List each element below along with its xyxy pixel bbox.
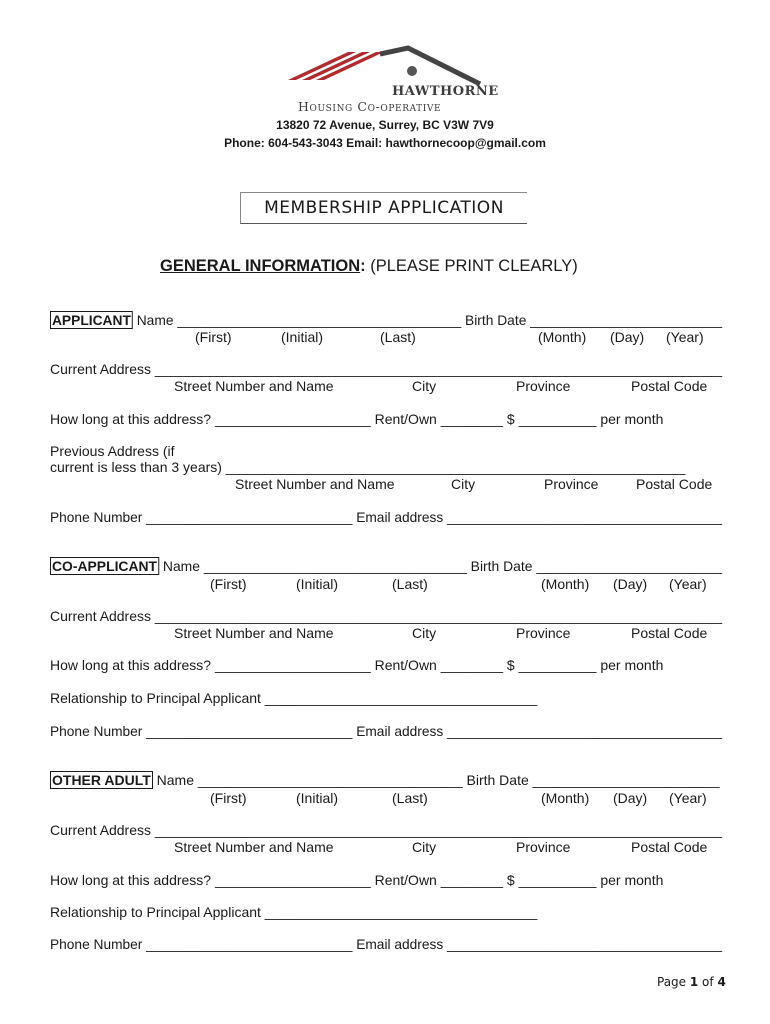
- applicant-howlong-field[interactable]: How long at this address? ____________________ Rent/Own ________ $ __________ per month: [50, 411, 664, 427]
- otheradult-city-hint: City: [412, 839, 437, 855]
- applicant-first-hint: (First): [195, 329, 232, 345]
- roof-window-icon: [407, 66, 417, 76]
- applicant-postal-hint: Postal Code: [631, 378, 708, 394]
- coapplicant-first-hint: (First): [210, 576, 247, 592]
- applicant-previous-address-label: Previous Address (if: [50, 443, 175, 459]
- coapplicant-howlong-field[interactable]: How long at this address? ____________________ Rent/Own ________ $ __________ per month: [50, 657, 664, 673]
- otheradult-street-hint: Street Number and Name: [174, 839, 334, 855]
- applicant-previous-address-field[interactable]: current is less than 3 years) ___________________________________________________________: [50, 459, 686, 475]
- page-of: of: [698, 975, 718, 989]
- page-current: 1: [689, 975, 699, 989]
- applicant-initial-hint: (Initial): [281, 329, 324, 345]
- coapplicant-relationship-field[interactable]: Relationship to Principal Applicant ___________________________________: [50, 690, 538, 706]
- otheradult-day-hint: (Day): [613, 790, 648, 806]
- applicant-prev-city-hint: City: [451, 476, 476, 492]
- otheradult-last-hint: (Last): [392, 790, 428, 806]
- coapplicant-year-hint: (Year): [669, 576, 707, 592]
- otheradult-name-row[interactable]: [50, 772, 720, 788]
- page-prefix: Page: [657, 975, 690, 989]
- applicant-prev-postal-hint: Postal Code: [636, 476, 713, 492]
- coapplicant-city-hint: City: [412, 625, 437, 641]
- coapplicant-name-field[interactable]: Name __________________________________ Birth Date ________________________: [159, 558, 722, 574]
- general-information-label: GENERAL INFORMATION: [160, 257, 361, 275]
- applicant-city-hint: City: [412, 378, 437, 394]
- coapplicant-month-hint: (Month): [541, 576, 590, 592]
- applicant-name-row[interactable]: [50, 312, 722, 328]
- org-contact: Phone: 604-543-3043 Email: hawthornecoop@gmail.com: [224, 136, 546, 150]
- applicant-prev-street-hint: Street Number and Name: [235, 476, 395, 492]
- applicant-street-hint: Street Number and Name: [174, 378, 334, 394]
- coapplicant-initial-hint: (Initial): [296, 576, 339, 592]
- org-address: 13820 72 Avenue, Surrey, BC V3W 7V9: [276, 118, 494, 132]
- applicant-address-field[interactable]: Current Address _________________________________________________________________________: [50, 361, 722, 377]
- coapplicant-label: CO-APPLICANT: [51, 558, 158, 574]
- otheradult-initial-hint: (Initial): [296, 790, 339, 806]
- logo-name: HAWTHORNE: [392, 84, 499, 99]
- page-total: 4: [717, 975, 726, 989]
- otheradult-name-field[interactable]: Name __________________________________ Birth Date ________________________: [152, 772, 720, 788]
- applicant-year-hint: (Year): [666, 329, 704, 345]
- applicant-name-field[interactable]: Name _____________________________________ Birth Date _________________________: [132, 312, 722, 328]
- roof-outline-icon: [380, 48, 480, 84]
- coapplicant-postal-hint: Postal Code: [631, 625, 708, 641]
- otheradult-address-field[interactable]: Current Address _________________________________________________________________________: [50, 822, 722, 838]
- general-information-heading: [160, 257, 578, 276]
- coapplicant-last-hint: (Last): [392, 576, 428, 592]
- otheradult-first-hint: (First): [210, 790, 247, 806]
- otheradult-postal-hint: Postal Code: [631, 839, 708, 855]
- applicant-label: APPLICANT: [51, 312, 131, 328]
- coapplicant-phone-email-field[interactable]: Phone Number ___________________________ Email address ____________________________________: [50, 723, 722, 739]
- applicant-day-hint: (Day): [610, 329, 645, 345]
- applicant-province-hint: Province: [516, 378, 571, 394]
- otheradult-howlong-field[interactable]: How long at this address? ____________________ Rent/Own ________ $ __________ per month: [50, 872, 664, 888]
- coapplicant-street-hint: Street Number and Name: [174, 625, 334, 641]
- general-colon: :: [360, 257, 366, 275]
- roof-stripes-icon: [288, 52, 384, 80]
- logo-subtitle: Housing Co-operative: [298, 99, 442, 114]
- otheradult-year-hint: (Year): [669, 790, 707, 806]
- otheradult-month-hint: (Month): [541, 790, 590, 806]
- applicant-month-hint: (Month): [538, 329, 587, 345]
- otheradult-province-hint: Province: [516, 839, 571, 855]
- otheradult-label: OTHER ADULT: [52, 772, 151, 788]
- coapplicant-address-field[interactable]: Current Address _________________________________________________________________________: [50, 608, 722, 624]
- page-number: [657, 975, 726, 989]
- applicant-last-hint: (Last): [380, 329, 416, 345]
- coapplicant-day-hint: (Day): [613, 576, 648, 592]
- coapplicant-name-row[interactable]: [50, 558, 722, 574]
- general-note: (PLEASE PRINT CLEARLY): [365, 257, 578, 275]
- otheradult-relationship-field[interactable]: Relationship to Principal Applicant ___________________________________: [50, 904, 538, 920]
- applicant-phone-email-field[interactable]: Phone Number ___________________________ Email address ____________________________________: [50, 509, 722, 525]
- form-title: MEMBERSHIP APPLICATION: [240, 192, 527, 224]
- coapplicant-province-hint: Province: [516, 625, 571, 641]
- otheradult-phone-email-field[interactable]: Phone Number ___________________________ Email address ____________________________________: [50, 936, 722, 952]
- applicant-prev-province-hint: Province: [544, 476, 599, 492]
